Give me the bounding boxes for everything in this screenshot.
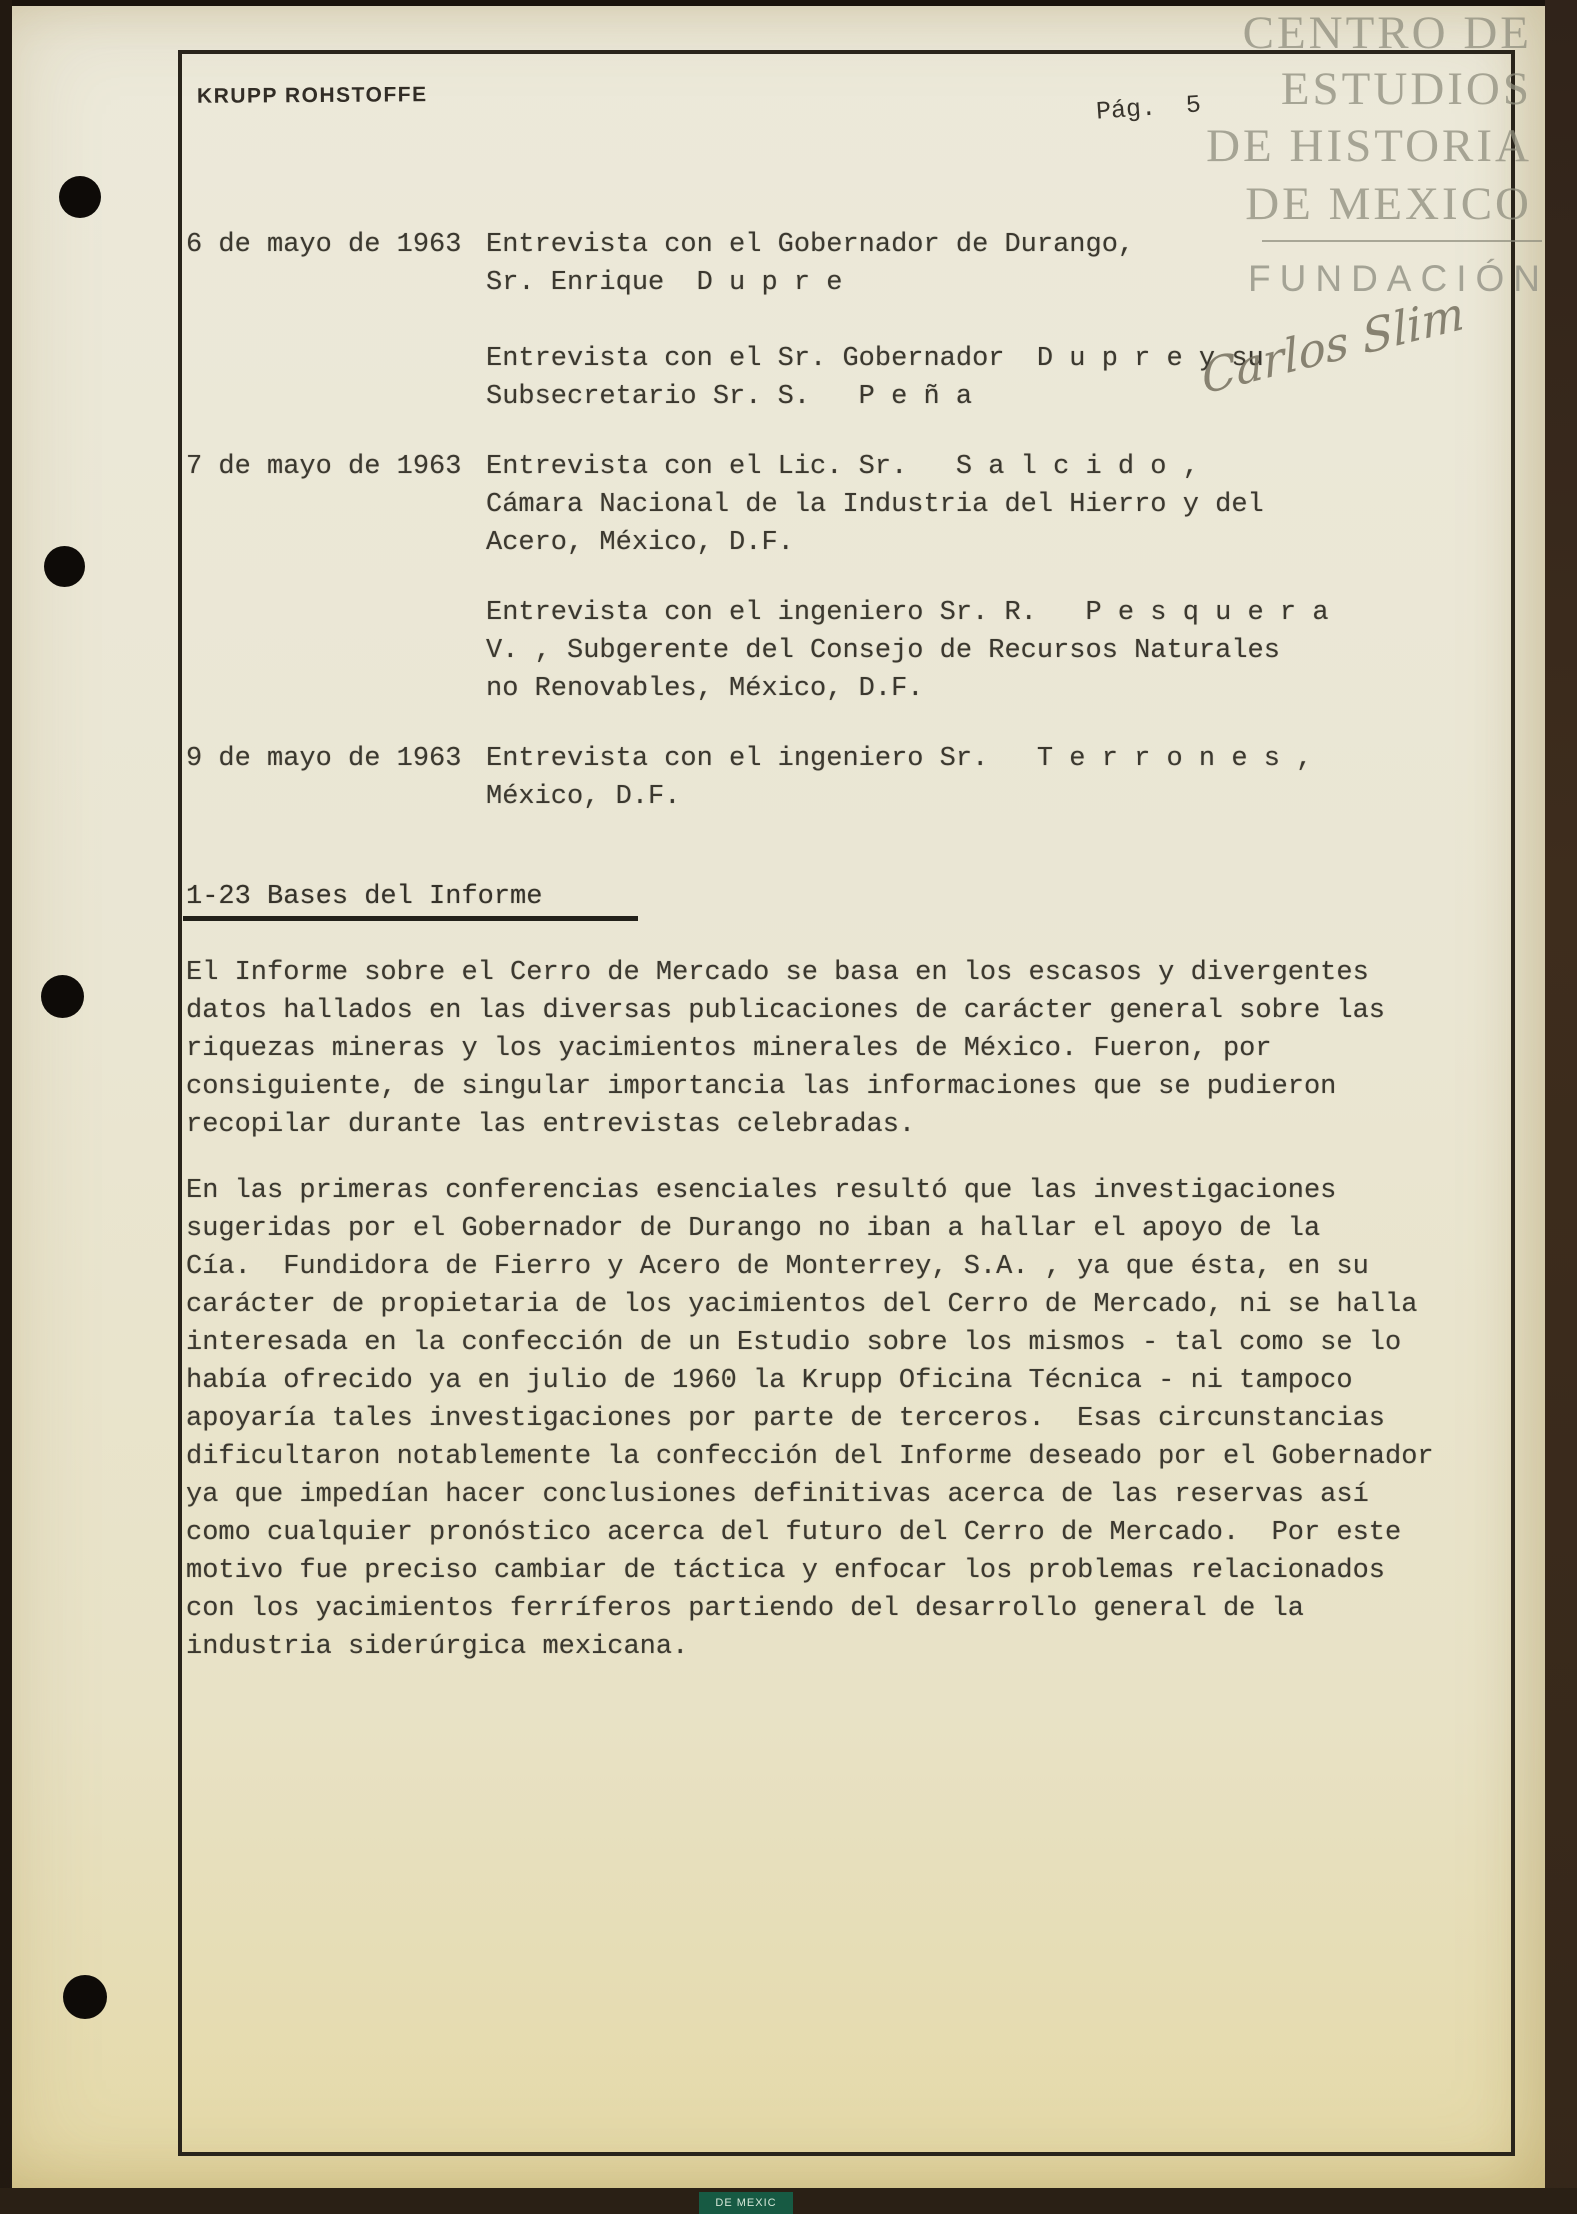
paragraph-line: Cía. Fundidora de Fierro y Acero de Monterrey, S.A. , ya que ésta, en su xyxy=(186,1252,1369,1282)
page-number-value: 5 xyxy=(1184,90,1202,121)
paragraph-line: En las primeras conferencias esenciales resultó que las investigaciones xyxy=(186,1176,1337,1206)
paragraph-line: recopilar durante las entrevistas celebradas. xyxy=(186,1110,916,1140)
page-label: Pág. xyxy=(1095,93,1158,127)
paragraph-line: carácter de propietaria de los yacimientos del Cerro de Mercado, ni se halla xyxy=(186,1290,1418,1320)
paragraph-line: ya que impedían hacer conclusiones definitivas acerca de las reservas así xyxy=(186,1480,1369,1510)
section-heading: 1-23 Bases del Informe xyxy=(186,882,543,912)
handwritten-annotation: Carlos Slim xyxy=(1199,285,1467,405)
schedule-entry-line: Entrevista con el ingeniero Sr. T e r r o n e s , xyxy=(486,744,1313,774)
scan-edge-right xyxy=(1545,0,1577,2214)
schedule-entry-line: no Renovables, México, D.F. xyxy=(486,674,924,704)
watermark-badge: DE MEXIC xyxy=(699,2192,793,2214)
company-name: KRUPP ROHSTOFFE xyxy=(196,83,428,108)
paragraph-line: motivo fue preciso cambiar de táctica y enfocar los problemas relacionados xyxy=(186,1556,1385,1586)
paragraph-line: riquezas mineras y los yacimientos minerales de México. Fueron, por xyxy=(186,1034,1272,1064)
schedule-entry-line: Entrevista con el Sr. Gobernador D u p r e y su xyxy=(486,344,1264,374)
hole-punch xyxy=(63,1975,107,2019)
paragraph-line: como cualquier pronóstico acerca del futuro del Cerro de Mercado. Por este xyxy=(186,1518,1402,1548)
schedule-entry-line: Entrevista con el ingeniero Sr. R. P e s q u e r a xyxy=(486,598,1329,628)
schedule-entry-line: V. , Subgerente del Consejo de Recursos Naturales xyxy=(486,636,1280,666)
paragraph-line: interesada en la confección de un Estudio sobre los mismos - tal como se lo xyxy=(186,1328,1402,1358)
section-heading-underline xyxy=(183,916,638,921)
watermark-line: DE MEXICO xyxy=(1245,178,1532,230)
schedule-date: 9 de mayo de 1963 xyxy=(186,744,462,774)
watermark-line: CENTRO DE xyxy=(1242,7,1532,59)
schedule-entry-line: México, D.F. xyxy=(486,782,681,812)
scan-edge-left xyxy=(0,0,12,2214)
hole-punch xyxy=(44,546,85,587)
page-number-spacer xyxy=(1155,91,1187,122)
hole-punch xyxy=(59,176,101,218)
paragraph-line: datos hallados en las diversas publicaciones de carácter general sobre las xyxy=(186,996,1385,1026)
paragraph-line: dificultaron notablemente la confección del Informe deseado por el Gobernador xyxy=(186,1442,1434,1472)
schedule-date: 7 de mayo de 1963 xyxy=(186,452,462,482)
hole-punch xyxy=(41,975,84,1018)
schedule-date: 6 de mayo de 1963 xyxy=(186,230,462,260)
paragraph-line: sugeridas por el Gobernador de Durango no iban a hallar el apoyo de la xyxy=(186,1214,1321,1244)
schedule-entry-line: Entrevista con el Lic. Sr. S a l c i d o , xyxy=(486,452,1199,482)
schedule-entry-line: Sr. Enrique D u p r e xyxy=(486,268,843,298)
watermark-rule xyxy=(1262,240,1542,242)
paragraph-line: apoyaría tales investigaciones por parte de terceros. Esas circunstancias xyxy=(186,1404,1385,1434)
watermark-line: ESTUDIOS xyxy=(1280,63,1532,115)
schedule-entry-line: Entrevista con el Gobernador de Durango, xyxy=(486,230,1135,260)
schedule-entry-line: Cámara Nacional de la Industria del Hierro y del xyxy=(486,490,1264,520)
schedule-entry-line: Acero, México, D.F. xyxy=(486,528,794,558)
paragraph-line: industria siderúrgica mexicana. xyxy=(186,1632,689,1662)
paragraph-line: El Informe sobre el Cerro de Mercado se basa en los escasos y divergentes xyxy=(186,958,1369,988)
paragraph-line: con los yacimientos ferríferos partiendo del desarrollo general de la xyxy=(186,1594,1304,1624)
schedule-entry-line: Subsecretario Sr. S. P e ñ a xyxy=(486,382,973,412)
paragraph-line: había ofrecido ya en julio de 1960 la Krupp Oficina Técnica - ni tampoco xyxy=(186,1366,1353,1396)
watermark-foundation: FUNDACIÓN xyxy=(1248,258,1549,299)
watermark-line: DE HISTORIA xyxy=(1206,120,1532,172)
paragraph-line: consiguiente, de singular importancia las informaciones que se pudieron xyxy=(186,1072,1337,1102)
